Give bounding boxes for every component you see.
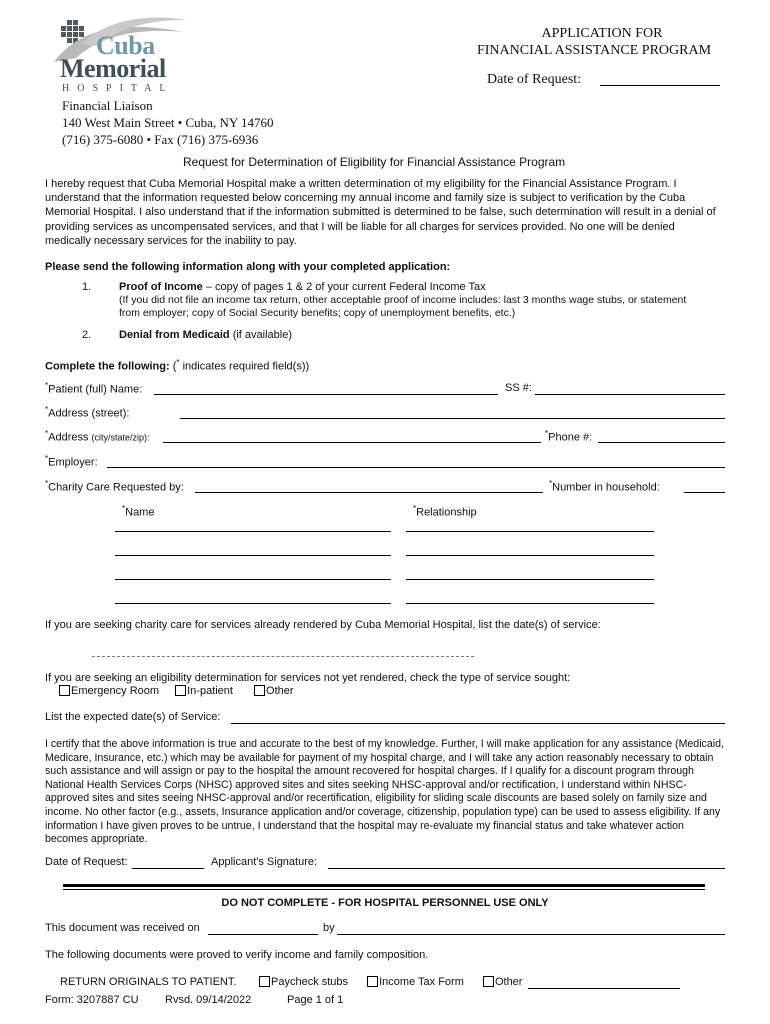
household-text: Number in household: (552, 481, 660, 494)
form-title-line2: FINANCIAL ASSISTANCE PROGRAM (476, 43, 712, 58)
item1-note: (If you did not file an income tax return, other acceptable proof of income includes: last 3 months wage stubs, or statement from employer; copy of Social Security benefits; copy of unemployment benefits, etc.) (119, 294, 687, 319)
in-patient-checkbox[interactable] (175, 685, 186, 696)
received-on-field[interactable] (208, 934, 318, 935)
item1-bold: Proof of Income (119, 281, 203, 293)
intro-paragraph: I hereby request that Cuba Memorial Hospital make a written determination of my eligibility for the Financial Assistance Program. I understand that the information requested below concerning my annual income and family size is subject to verification by the Cuba Memorial Hospital. I also understand that if the information submitted is determined to be false, such determination will result in a denial of providing services as uncompensated services, and that I will be liable for all charges for services provided. No one will be denied medically necessary services for the inability to pay. (45, 178, 716, 247)
in-patient-option[interactable] (175, 685, 233, 697)
applicant-signature-field[interactable] (328, 868, 725, 869)
address-street-text: Address (street): (48, 407, 130, 420)
signature-date-field[interactable] (132, 868, 204, 869)
required-star: * (122, 504, 126, 513)
ss-field[interactable] (535, 394, 725, 395)
complete-heading (45, 358, 309, 373)
household-relationship-field-4[interactable] (406, 603, 654, 604)
other-service-checkbox[interactable] (254, 685, 265, 696)
item2-rest: (if available) (229, 329, 292, 341)
item1-text (119, 281, 486, 293)
complete-heading-rest: indicates required field(s)) (179, 360, 310, 373)
request-subtitle: Request for Determination of Eligibility for Financial Assistance Program (183, 155, 566, 169)
rendered-services-field[interactable] (92, 656, 474, 657)
address-line1: Financial Liaison (62, 98, 153, 113)
ss-label: SS #: (505, 382, 532, 394)
required-star: * (545, 429, 549, 438)
form-number: Form: 3207887 CU (45, 994, 139, 1006)
address-city-subtext: (city/state/zip): (91, 432, 150, 443)
required-star: * (549, 479, 553, 488)
form-title-line1: APPLICATION FOR (541, 26, 663, 41)
revised-date: Rvsd. 09/14/2022 (165, 994, 252, 1006)
certify-paragraph: I certify that the above information is true and accurate to the best of my knowledge. Further, I will make application for any assistance (Medicaid, Medicare, Insurance, etc.) which may be available for payment of my hospital charge, and I will take any action reasonably necessary to obtain such assistance and will assign or pay to the hospital the amount recovered for hospital charges. If I qualify for a discount program through National Health Services Corps (NHSC) approved sites and sites seeking NHSC-approval and/or rectification, I understand within NHSC-approved sites and sites seeing NHSC-approval and/or recertification, eligibility for sliding scale discounts are based solely on family size and income. No other factor (e.g., assets, Insurance application and/or coverage, citizenship, population type) can be used to assess eligibility. If any information I have given proves to be untrue, I understand that the hospital may re-evaluate my financial status and take whatever action becomes appropriate. (45, 738, 724, 846)
item2-text (119, 329, 292, 341)
address-city-label (45, 429, 150, 444)
other-document-field[interactable] (528, 988, 680, 989)
verification-options (259, 976, 522, 988)
in-patient-label: In-patient (187, 685, 233, 697)
income-tax-form-label: Income Tax Form (379, 976, 464, 988)
personnel-divider-thin (63, 889, 705, 890)
proved-documents-text: The following documents were proved to verify income and family composition. (45, 949, 429, 961)
address-street-label (45, 405, 129, 420)
phone-label (545, 429, 592, 444)
other-service-label: Other (266, 685, 294, 697)
date-of-request-label: Date of Request: (487, 72, 582, 87)
rendered-services-text: If you are seeking charity care for services already rendered by Cuba Memorial Hospital, list the date(s) of service: (45, 619, 601, 631)
household-relationship-field-2[interactable] (406, 555, 654, 556)
logo-word-hospital: HOSPITAL (62, 83, 174, 94)
required-star: * (45, 454, 49, 463)
household-field[interactable] (684, 492, 725, 493)
household-relationship-field-3[interactable] (406, 579, 654, 580)
patient-name-text: Patient (full) Name: (48, 383, 143, 396)
household-name-field-3[interactable] (115, 579, 391, 580)
household-relationship-field-1[interactable] (406, 531, 654, 532)
not-rendered-text: If you are seeking an eligibility determination for services not yet rendered, check the type of service sought: (45, 672, 571, 684)
emergency-room-option[interactable] (59, 685, 159, 697)
required-star: * (176, 358, 180, 367)
complete-heading-open: ( (169, 360, 177, 373)
household-name-field-4[interactable] (115, 603, 391, 604)
personnel-heading: DO NOT COMPLETE - FOR HOSPITAL PERSONNEL USE ONLY (221, 897, 549, 909)
expected-dates-label: List the expected date(s) of Service: (45, 711, 221, 723)
received-by-field[interactable] (337, 934, 725, 935)
charity-field[interactable] (195, 492, 543, 493)
item2-bold: Denial from Medicaid (119, 329, 230, 341)
service-type-options (59, 685, 294, 697)
required-star: * (413, 504, 417, 513)
name-column-header (122, 504, 154, 519)
employer-field[interactable] (107, 467, 725, 468)
required-star: * (45, 405, 49, 414)
relationship-column-header (413, 504, 477, 519)
address-line3: (716) 375-6080 • Fax (716) 375-6936 (62, 132, 259, 147)
other-document-checkbox[interactable] (483, 976, 494, 987)
household-name-field-2[interactable] (115, 555, 391, 556)
page-number: Page 1 of 1 (287, 994, 344, 1006)
received-on-label: This document was received on (45, 922, 200, 934)
phone-field[interactable] (598, 442, 725, 443)
date-of-request-field[interactable] (600, 85, 720, 86)
name-column-text: Name (125, 506, 155, 519)
item2-number: 2. (82, 329, 92, 341)
required-star: * (45, 429, 49, 438)
logo-word-cuba: Cuba (96, 31, 155, 60)
send-info-heading: Please send the following information along with your completed application: (45, 261, 451, 273)
signature-date-label: Date of Request: (45, 856, 128, 868)
employer-text: Employer: (48, 456, 98, 469)
logo-word-memorial: Memorial (60, 54, 166, 83)
expected-dates-field[interactable] (231, 723, 725, 724)
household-label (549, 479, 660, 494)
relationship-column-text: Relationship (416, 506, 477, 519)
required-star: * (45, 381, 49, 390)
address-city-field[interactable] (163, 442, 541, 443)
address-street-field[interactable] (180, 418, 725, 419)
patient-name-label (45, 381, 142, 396)
household-name-field-1[interactable] (115, 531, 391, 532)
charity-text: Charity Care Requested by: (48, 481, 184, 494)
emergency-room-label: Emergency Room (71, 685, 160, 697)
item1-rest: – copy of pages 1 & 2 of your current Federal Income Tax (202, 281, 486, 293)
personnel-divider-thick (63, 884, 705, 887)
required-star: * (45, 479, 49, 488)
complete-heading-bold: Complete the following: (45, 360, 170, 373)
income-tax-form-checkbox[interactable] (367, 976, 378, 987)
phone-text: Phone #: (548, 431, 593, 444)
received-by-label: by (323, 922, 335, 934)
other-document-label: Other (494, 976, 523, 988)
paycheck-stubs-label: Paycheck stubs (271, 976, 349, 988)
other-service-option[interactable] (254, 685, 294, 697)
item1-number: 1. (82, 281, 92, 293)
return-originals-text: RETURN ORIGINALS TO PATIENT. (60, 976, 237, 988)
applicant-signature-label: Applicant's Signature: (211, 856, 318, 868)
charity-label (45, 479, 184, 494)
paycheck-stubs-checkbox[interactable] (259, 976, 270, 987)
emergency-room-checkbox[interactable] (59, 685, 70, 696)
employer-label (45, 454, 98, 469)
patient-name-field[interactable] (154, 394, 498, 395)
other-document-option[interactable] (483, 976, 523, 988)
paycheck-stubs-option[interactable] (259, 976, 348, 988)
address-city-text: Address (48, 431, 92, 444)
income-tax-form-option[interactable] (367, 976, 464, 988)
address-line2: 140 West Main Street • Cuba, NY 14760 (62, 115, 274, 130)
